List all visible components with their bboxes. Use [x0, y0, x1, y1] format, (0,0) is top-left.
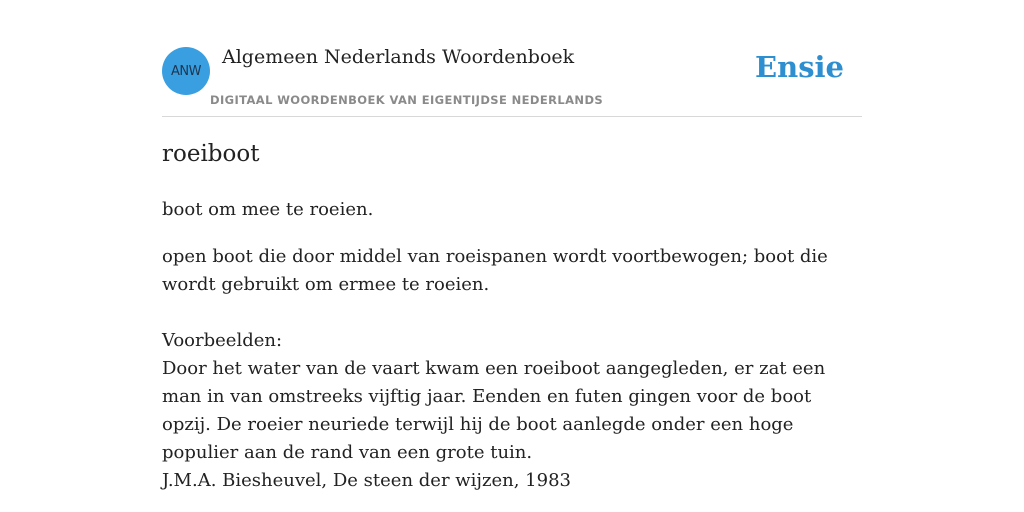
example-citation: J.M.A. Biesheuvel, De steen der wijzen, 1983: [162, 470, 571, 491]
site-title[interactable]: Algemeen Nederlands Woordenboek: [222, 46, 575, 68]
long-definition: open boot die door middel van roeispanen wordt voortbewogen; boot die wordt gebruikt om ermee te roeien.: [162, 246, 828, 295]
paragraph-spacer: [162, 299, 862, 327]
anw-logo[interactable]: ANW: [162, 47, 210, 95]
headword: roeiboot: [162, 141, 260, 167]
example-text: Door het water van de vaart kwam een roeiboot aangegleden, er zat een man in van omstreeks vijftig jaar. Eenden en futen gingen voor de boot opzij. De roeier neuriede terwijl hij de boot aanlegde onder een hoge populier aan de rand van een grote tuin.: [162, 358, 826, 463]
examples-label: Voorbeelden:: [162, 330, 283, 351]
site-subtitle: DIGITAAL WOORDENBOEK VAN EIGENTIJDSE NEDERLANDS: [210, 93, 604, 107]
dictionary-entry: [162, 138, 862, 495]
short-definition: boot om mee te roeien.: [162, 199, 374, 220]
ensie-brand-logo[interactable]: Ensie: [755, 50, 844, 84]
site-header: [162, 40, 862, 117]
